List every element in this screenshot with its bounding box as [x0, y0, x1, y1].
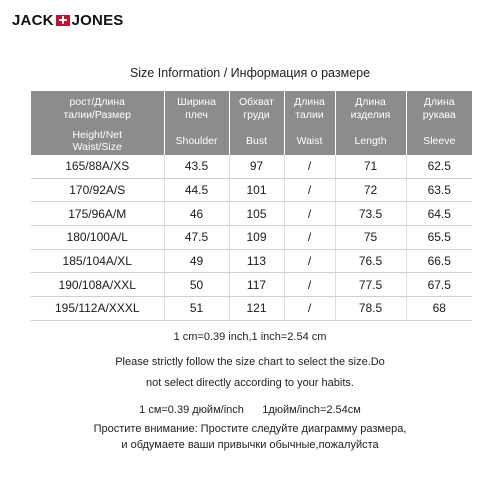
cell-shoulder: 46	[164, 202, 229, 226]
cell-sleeve: 66.5	[406, 249, 472, 273]
header-en-length: Length	[335, 127, 406, 155]
header-en-sleeve: Sleeve	[406, 127, 472, 155]
cell-bust: 113	[229, 249, 284, 273]
cell-length: 71	[335, 155, 406, 178]
brand-logo	[12, 9, 124, 31]
header-row-russian	[31, 91, 472, 127]
cell-size: 170/92A/S	[31, 178, 164, 202]
conversion-note-en: 1 cm=0.39 inch,1 inch=2.54 cm	[173, 331, 327, 343]
header-ru-shoulder: Ширина плеч	[164, 91, 229, 127]
size-chart-table	[31, 91, 472, 321]
cell-length: 78.5	[335, 297, 406, 321]
cell-waist: /	[284, 178, 335, 202]
cell-bust: 105	[229, 202, 284, 226]
header-ru-size: рост/Длина талии/Размер	[31, 91, 164, 127]
cell-bust: 101	[229, 178, 284, 202]
header-en-bust: Bust	[229, 127, 284, 155]
cell-length: 75	[335, 226, 406, 250]
table-row	[31, 297, 472, 321]
conversion-note-ru: 1 см=0.39 дюйм/inch 1дюйм/inch=2.54см	[139, 404, 361, 416]
cell-length: 72	[335, 178, 406, 202]
header-ru-bust: Обхват груди	[229, 91, 284, 127]
cell-waist: /	[284, 273, 335, 297]
cell-waist: /	[284, 297, 335, 321]
cell-shoulder: 50	[164, 273, 229, 297]
cell-length: 76.5	[335, 249, 406, 273]
cell-bust: 109	[229, 226, 284, 250]
header-ru-sleeve: Длина рукава	[406, 91, 472, 127]
cell-sleeve: 65.5	[406, 226, 472, 250]
table-row	[31, 226, 472, 250]
advice-note-ru-line2: и обдумаете ваши привычки обычные,пожалуйста	[121, 439, 379, 451]
cell-sleeve: 64.5	[406, 202, 472, 226]
cell-sleeve: 67.5	[406, 273, 472, 297]
cell-sleeve: 62.5	[406, 155, 472, 178]
cell-waist: /	[284, 226, 335, 250]
cell-size: 185/104A/XL	[31, 249, 164, 273]
table-row	[31, 249, 472, 273]
cell-sleeve: 63.5	[406, 178, 472, 202]
cell-sleeve: 68	[406, 297, 472, 321]
header-en-size: Height/Net Waist/Size	[31, 127, 164, 155]
advice-note-en-line2: not select directly according to your habits.	[146, 377, 354, 389]
cell-shoulder: 44.5	[164, 178, 229, 202]
header-ru-length: Длина изделия	[335, 91, 406, 127]
header-ru-waist: Длина талии	[284, 91, 335, 127]
cell-bust: 97	[229, 155, 284, 178]
brand-cross-icon	[56, 15, 70, 26]
cell-shoulder: 43.5	[164, 155, 229, 178]
table-row	[31, 155, 472, 178]
table-row	[31, 178, 472, 202]
cell-size: 175/96A/M	[31, 202, 164, 226]
table-row	[31, 202, 472, 226]
cell-length: 73.5	[335, 202, 406, 226]
cell-waist: /	[284, 202, 335, 226]
cell-size: 165/88A/XS	[31, 155, 164, 178]
cell-length: 77.5	[335, 273, 406, 297]
cell-size: 195/112A/XXXL	[31, 297, 164, 321]
cell-bust: 117	[229, 273, 284, 297]
cell-size: 180/100A/L	[31, 226, 164, 250]
advice-note-en-line1: Please strictly follow the size chart to select the size.Do	[115, 356, 385, 368]
cell-waist: /	[284, 249, 335, 273]
cell-shoulder: 47.5	[164, 226, 229, 250]
cell-bust: 121	[229, 297, 284, 321]
brand-logo-left: JACK	[12, 11, 54, 29]
cell-shoulder: 51	[164, 297, 229, 321]
header-en-shoulder: Shoulder	[164, 127, 229, 155]
table-row	[31, 273, 472, 297]
header-en-waist: Waist	[284, 127, 335, 155]
header-row-english	[31, 127, 472, 155]
page-title: Size Information / Информация о размере	[129, 66, 371, 80]
brand-logo-right: JONES	[71, 11, 124, 29]
cell-size: 190/108A/XXL	[31, 273, 164, 297]
cell-waist: /	[284, 155, 335, 178]
cell-shoulder: 49	[164, 249, 229, 273]
advice-note-ru-line1: Простите внимание: Простите следуйте диаграмму размера,	[93, 423, 407, 435]
